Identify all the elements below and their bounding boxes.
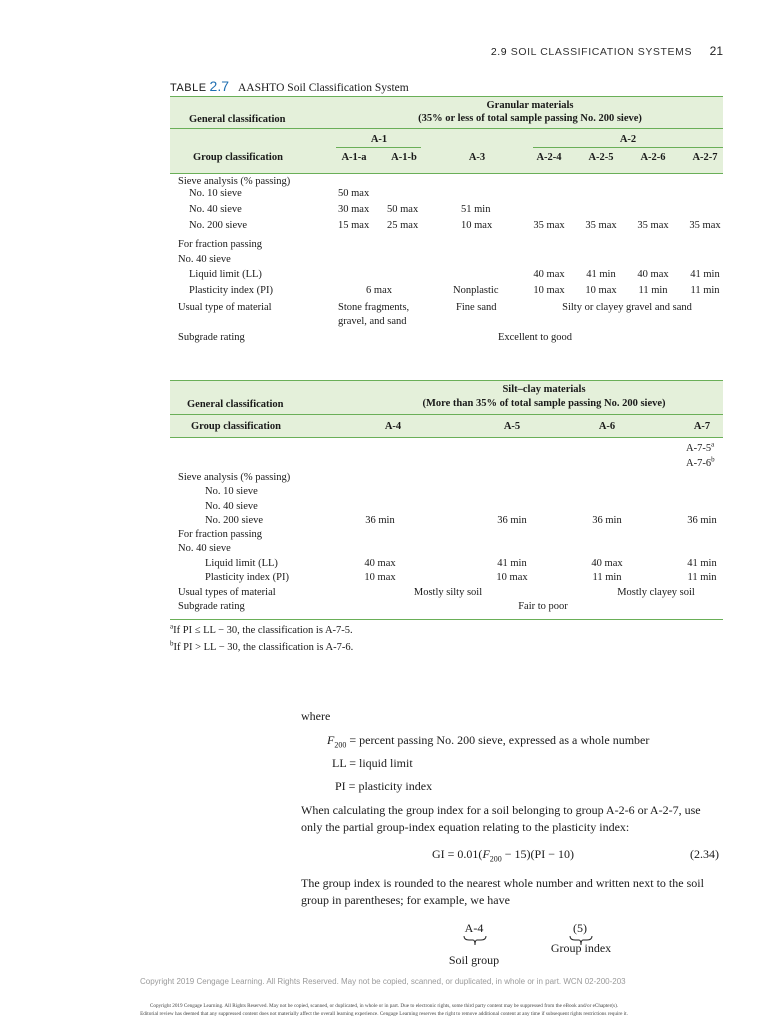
cell-no40-a3: 51 min <box>461 204 491 215</box>
example-soil-group: A-4 <box>464 921 484 935</box>
a1-span-rule <box>336 147 421 148</box>
page-number: 21 <box>709 44 723 58</box>
cell-ll-a27: 41 min <box>690 269 720 280</box>
cell-subgrade-siltclay: Fair to poor <box>518 601 568 612</box>
cell-no200-a25: 35 max <box>585 220 617 231</box>
col-a24: A-2-4 <box>536 152 562 163</box>
row-no200: No. 200 sieve <box>189 220 248 231</box>
sc-row-no40: No. 40 sieve <box>205 501 258 512</box>
cell-pi-a26: 11 min <box>638 285 668 296</box>
cell-pi-a7: 11 min <box>687 572 717 583</box>
col-a1b: A-1-b <box>391 152 417 163</box>
equation-2-34: GI = $0.01(F_{200} - 15)(PI - 10)$ <box>432 847 574 864</box>
paragraph-1-line1: When calculating the group index for a soil belonging to group A-2-6 or A-2-7, use <box>301 803 701 817</box>
cell-pi-a4: 10 max <box>364 572 396 583</box>
brace-soil-group-icon <box>462 935 488 947</box>
col-a3: A-3 <box>468 152 486 163</box>
cell-ll-a4: 40 max <box>364 558 396 569</box>
cell-ll-a7: 41 min <box>687 558 717 569</box>
granular-title-line1: Granular materials <box>486 100 574 111</box>
cell-material-clayey: Mostly clayey soil <box>617 587 695 598</box>
cell-no200-a1b: 25 max <box>387 220 419 231</box>
cell-pi-a5: 10 max <box>496 572 528 583</box>
granular-top-rule <box>170 96 723 97</box>
footnote-a: $^a$If PI ≤ LL − 30, the classification is A-7-5. <box>170 622 353 636</box>
cell-ll-a24: 40 max <box>533 269 565 280</box>
general-classification-label: General classification <box>189 114 286 125</box>
granular-header-divider <box>170 128 723 129</box>
col-a27: A-2-7 <box>692 152 718 163</box>
cell-no200-a1a: 15 max <box>338 220 370 231</box>
cell-no200-a5: 36 min <box>497 515 527 526</box>
copyright-notice: Copyright 2019 Cengage Learning. All Rights Reserved. May not be copied, scanned, or duplicated, in whole or in part. WCN 02-200-203 <box>140 977 626 986</box>
sc-row-no10: No. 10 sieve <box>205 486 258 497</box>
cell-no200-a27: 35 max <box>689 220 721 231</box>
equation-number: (2.34) <box>690 847 719 861</box>
col-a4: A-4 <box>384 421 402 432</box>
subgroup-a75: A-7-5$^a$ <box>686 440 715 454</box>
col-a7: A-7 <box>693 421 711 432</box>
siltclay-title-line1: Silt–clay materials <box>502 384 586 395</box>
row-fraction-2: No. 40 sieve <box>178 254 231 265</box>
paragraph-1-line2: only the partial group-index equation relating to the plasticity index: <box>301 820 630 834</box>
siltclay-header-divider <box>170 414 723 415</box>
group-classification-label: Group classification <box>193 152 283 163</box>
sc-row-no200: No. 200 sieve <box>205 515 264 526</box>
row-material: Usual type of material <box>178 302 272 313</box>
cell-pi-a3: Nonplastic <box>453 285 499 296</box>
cell-material-a2: Silty or clayey gravel and sand <box>562 302 692 313</box>
cell-material-a1-line2: gravel, and sand <box>338 316 407 327</box>
cell-pi-a24: 10 max <box>533 285 565 296</box>
cell-no200-a26: 35 max <box>637 220 669 231</box>
row-plasticity-index: Plasticity index (PI) <box>189 285 273 296</box>
where-label: where <box>301 709 331 723</box>
label-group-index: Group index <box>550 941 612 955</box>
col-a1a: A-1-a <box>341 152 367 163</box>
siltclay-group-label: Group classification <box>191 421 281 432</box>
cell-subgrade-granular: Excellent to good <box>497 332 573 343</box>
cell-no200-a24: 35 max <box>533 220 565 231</box>
table-label: TABLE <box>170 82 207 94</box>
f200-definition: $F_{200}$ = percent passing No. 200 sieve, expressed as a whole number <box>327 733 650 750</box>
cell-no10-a1a: 50 max <box>338 188 370 199</box>
cell-ll-a25: 41 min <box>586 269 616 280</box>
copyright-fineprint-1: Copyright 2019 Cengage Learning. All Rights Reserved. May not be copied, scanned, or duplicated, in whole or in part. Due to electronic rights, some third party content may be suppressed from the eBook and/or eChapter(s). <box>149 1003 619 1009</box>
cell-pi-a27: 11 min <box>690 285 720 296</box>
cell-pi-a1: 6 max <box>366 285 392 296</box>
label-soil-group: Soil group <box>448 953 500 967</box>
siltclay-bottom-rule <box>170 619 723 620</box>
cell-pi-a6: 11 min <box>592 572 622 583</box>
cell-pi-a25: 10 max <box>585 285 617 296</box>
group-a1: A-1 <box>370 134 388 145</box>
pi-definition: PI = plasticity index <box>335 779 433 793</box>
paragraph-2-line2: group in parentheses; for example, we have <box>301 893 510 907</box>
row-no40: No. 40 sieve <box>189 204 242 215</box>
section-number: 2.9 <box>490 46 508 58</box>
row-liquid-limit: Liquid limit (LL) <box>189 269 262 280</box>
cell-material-a3: Fine sand <box>456 302 497 313</box>
a2-span-rule <box>533 147 723 148</box>
granular-title-line2: (35% or less of total sample passing No. 200 sieve) <box>418 113 642 124</box>
cell-no40-a1a: 30 max <box>338 204 370 215</box>
paragraph-2-line1: The group index is rounded to the nearest whole number and written next to the soil <box>301 876 704 890</box>
siltclay-header-rule <box>170 437 723 438</box>
cell-ll-a26: 40 max <box>637 269 669 280</box>
group-a2: A-2 <box>619 134 637 145</box>
cell-material-a1-line1: Stone fragments, <box>338 302 410 313</box>
sc-row-fraction-2: No. 40 sieve <box>178 543 231 554</box>
siltclay-top-rule <box>170 380 723 381</box>
subgroup-a76: A-7-6$^b$ <box>686 455 715 469</box>
table-name: AASHTO Soil Classification System <box>238 82 409 94</box>
granular-header-rule <box>170 173 723 174</box>
cell-no200-a3: 10 max <box>461 220 493 231</box>
siltclay-title-line2: (More than 35% of total sample passing No. 200 sieve) <box>422 398 666 409</box>
table-title <box>170 78 409 95</box>
example-group-index: (5) <box>573 921 587 935</box>
col-a5: A-5 <box>503 421 521 432</box>
cell-no200-a7: 36 min <box>687 515 717 526</box>
cell-no40-a1b: 50 max <box>387 204 419 215</box>
section-title: SOIL CLASSIFICATION SYSTEMS <box>510 46 693 58</box>
table-number: 2.7 <box>209 78 229 94</box>
row-subgrade: Subgrade rating <box>178 332 245 343</box>
row-sieve-analysis: Sieve analysis (% passing) <box>178 176 291 187</box>
running-header <box>491 44 723 58</box>
sc-row-subgrade: Subgrade rating <box>178 601 245 612</box>
cell-ll-a5: 41 min <box>497 558 527 569</box>
copyright-fineprint-2: Editorial review has deemed that any suppressed content does not materially affect the overall learning experience. Cengage Learning reserves the right to remove additional content at any time if subsequent rights restrictions require it. <box>140 1011 628 1017</box>
sc-row-liquid-limit: Liquid limit (LL) <box>205 558 278 569</box>
cell-no200-a4: 36 min <box>365 515 395 526</box>
sc-row-plasticity-index: Plasticity index (PI) <box>205 572 289 583</box>
sc-row-sieve-analysis: Sieve analysis (% passing) <box>178 472 291 483</box>
col-a25: A-2-5 <box>588 152 614 163</box>
ll-definition: LL = liquid limit <box>332 756 413 770</box>
cell-ll-a6: 40 max <box>591 558 623 569</box>
footnote-b: $^b$If PI > LL − 30, the classification is A-7-6. <box>170 639 354 653</box>
cell-no200-a6: 36 min <box>592 515 622 526</box>
cell-material-silty: Mostly silty soil <box>413 587 483 598</box>
row-no10: No. 10 sieve <box>189 188 242 199</box>
col-a26: A-2-6 <box>640 152 666 163</box>
siltclay-general-label: General classification <box>187 399 284 410</box>
sc-row-fraction-1: For fraction passing <box>178 529 262 540</box>
sc-row-material: Usual types of material <box>178 587 276 598</box>
col-a6: A-6 <box>598 421 616 432</box>
row-fraction-1: For fraction passing <box>178 239 262 250</box>
